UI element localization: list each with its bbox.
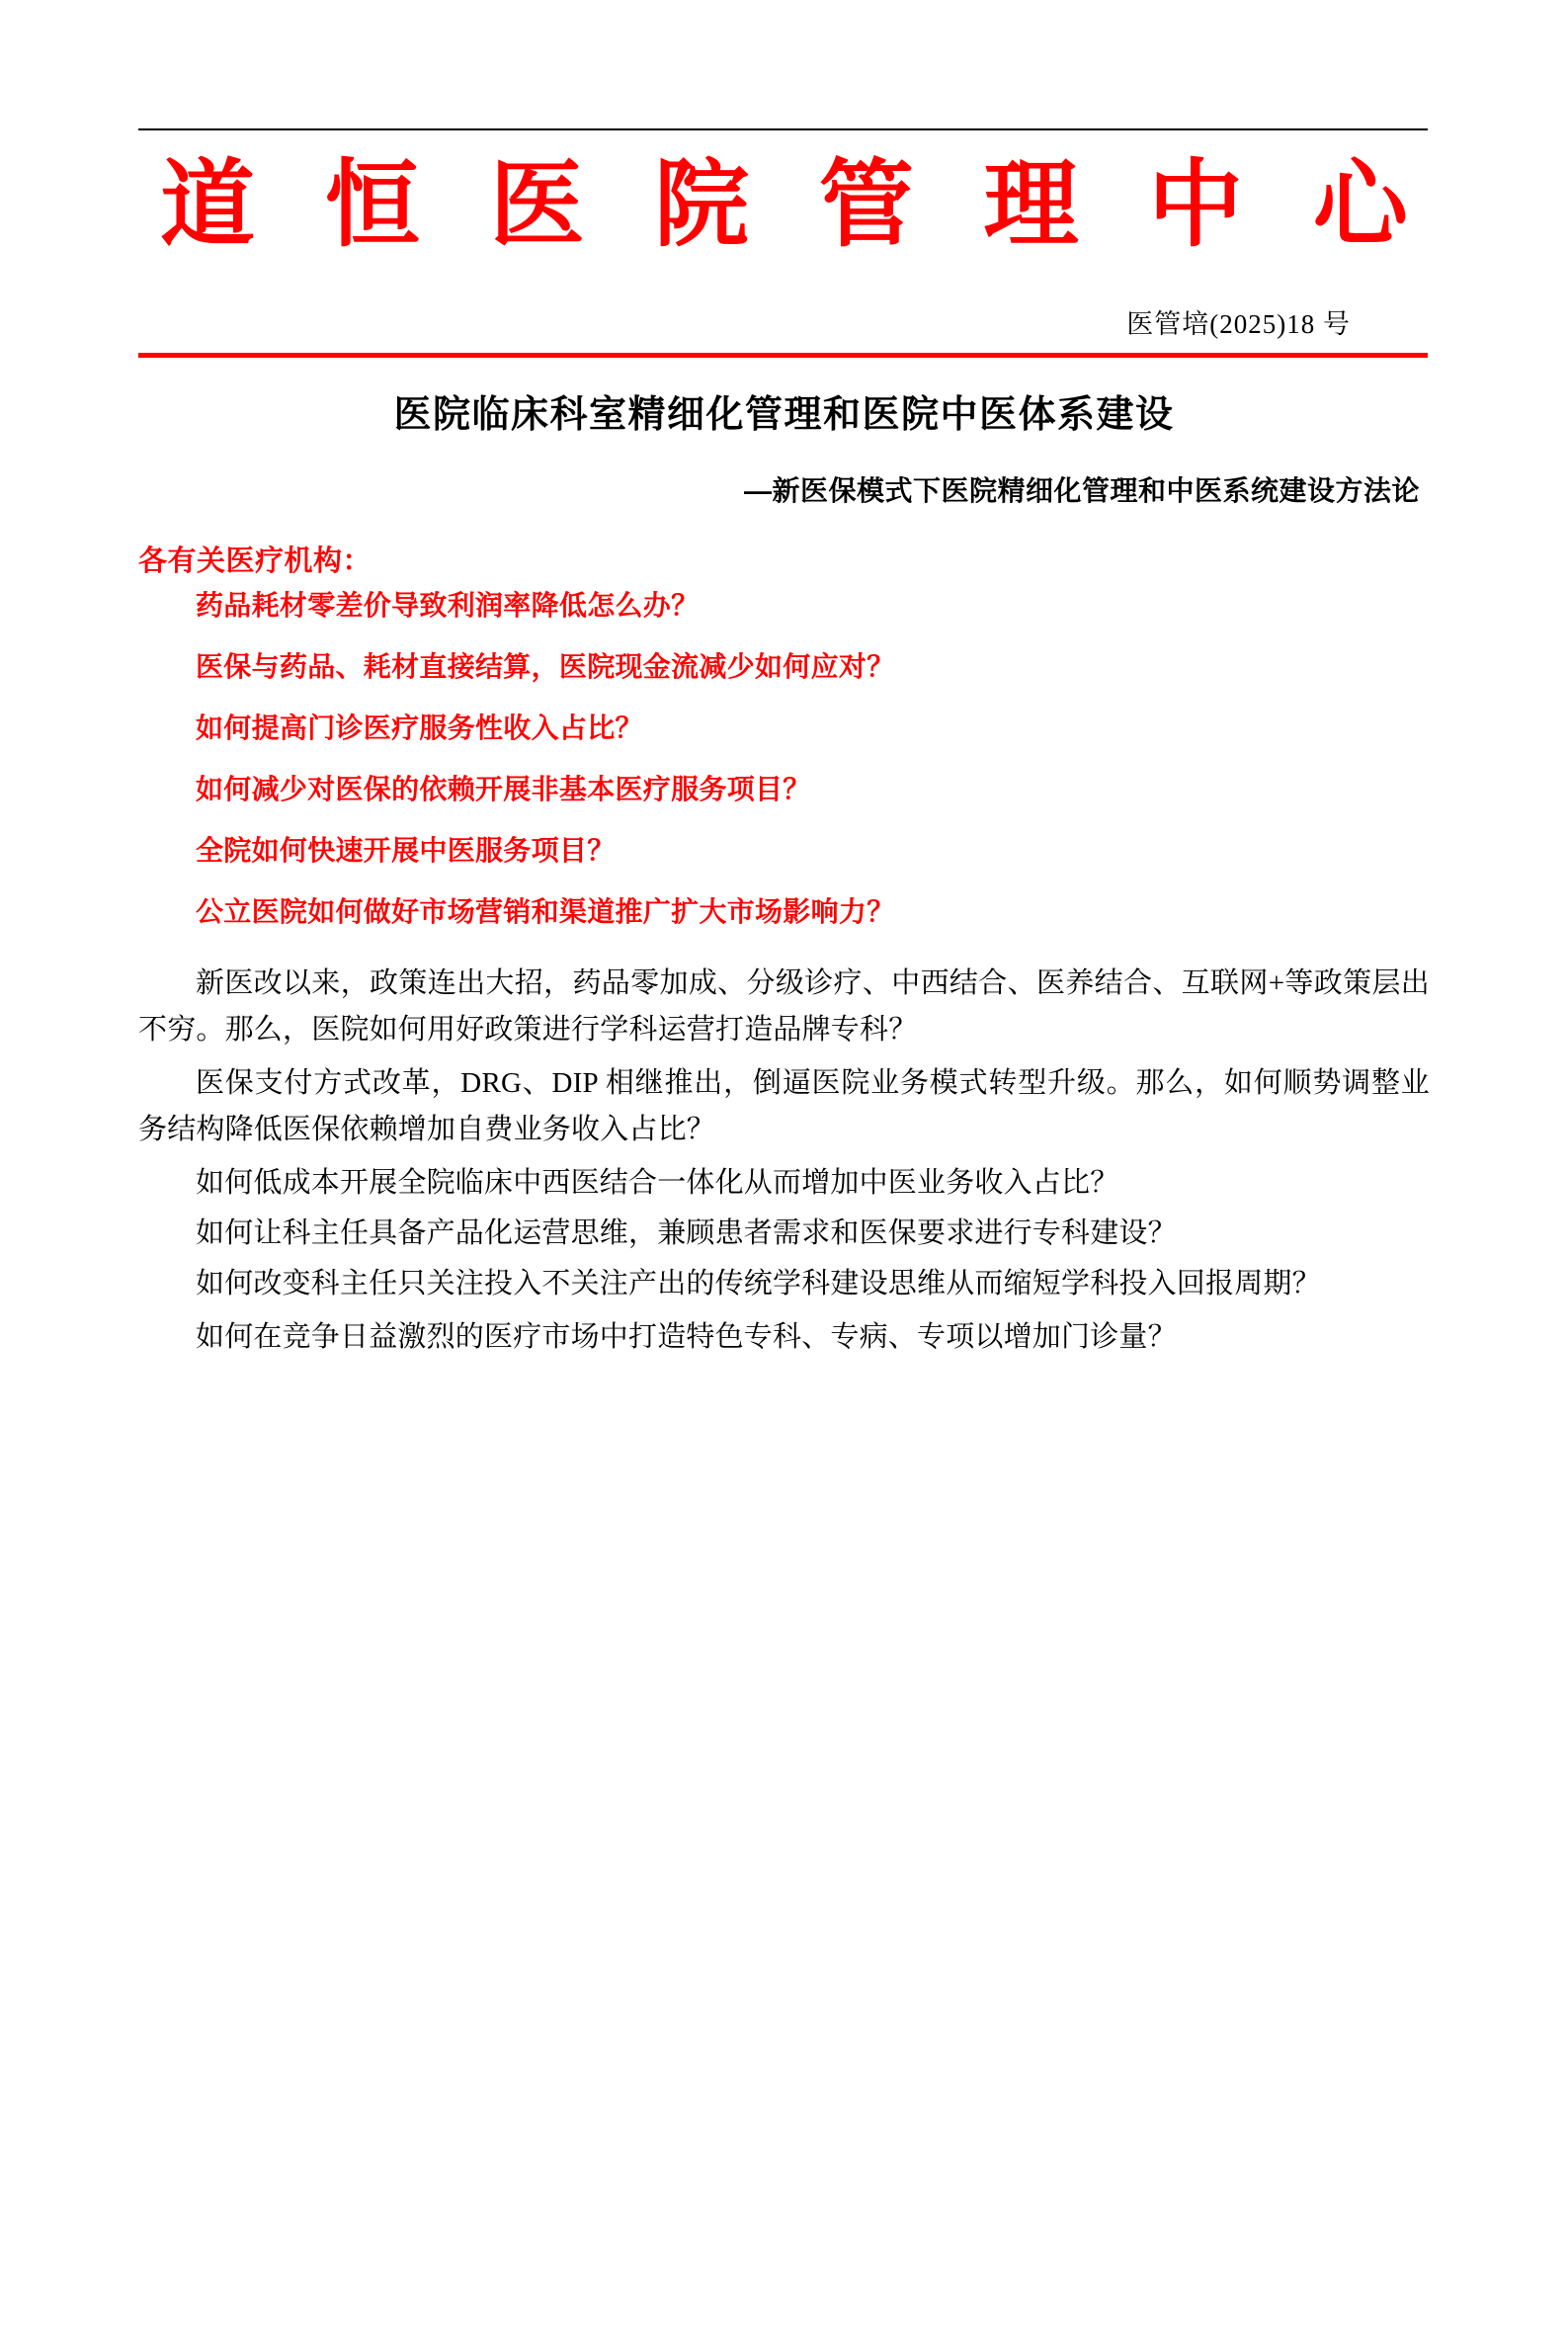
paragraph: 如何改变科主任只关注投入不关注产出的传统学科建设思维从而缩短学科投入回报周期？ bbox=[196, 1267, 1321, 1299]
page-subtitle: —新医保模式下医院精细化管理和中医系统建设方法论 bbox=[743, 474, 1420, 506]
list-item: 全院如何快速开展中医服务项目？ bbox=[196, 835, 616, 867]
paragraph: 如何在竞争日益激烈的医疗市场中打造特色专科、专病、专项以增加门诊量？ bbox=[196, 1320, 1177, 1353]
page-title: 医院临床科室精细化管理和医院中医体系建设 bbox=[393, 393, 1175, 436]
document-page bbox=[0, 128, 1568, 2347]
paragraph: 新医改以来，政策连出大招，药品零加成、分级诊疗、中西结合、医养结合、互联网+等政策层出不穷。那么，医院如何用好政策进行学科运营打造品牌专科？ bbox=[138, 966, 1430, 1046]
list-item: 医保与药品、耗材直接结算，医院现金流减少如何应对？ bbox=[196, 651, 895, 683]
list-item: 公立医院如何做好市场营销和渠道推广扩大市场影响力？ bbox=[196, 896, 895, 928]
list-item: 药品耗材零差价导致利润率降低怎么办？ bbox=[196, 590, 700, 622]
header-red-rule bbox=[138, 353, 1428, 358]
header-top-rule bbox=[138, 128, 1428, 130]
question-list bbox=[138, 590, 1430, 928]
paragraph: 医保支付方式改革，DRG、DIP 相继推出，倒逼医院业务模式转型升级。那么，如何顺势调整业务结构降低医保依赖增加自费业务收入占比？ bbox=[138, 1066, 1430, 1145]
body-paragraphs bbox=[138, 961, 1430, 1361]
list-item: 如何减少对医保的依赖开展非基本医疗服务项目？ bbox=[196, 774, 811, 805]
letterhead-organization-title: 道 恒 医 院 管 理 中 心 bbox=[160, 152, 1430, 258]
document-number: 医管培(2025)18 号 bbox=[1126, 308, 1351, 339]
salutation: 各有关医疗机构： bbox=[138, 545, 372, 577]
paragraph: 如何让科主任具备产品化运营思维，兼顾患者需求和医保要求进行专科建设？ bbox=[196, 1216, 1177, 1249]
paragraph: 如何低成本开展全院临床中西医结合一体化从而增加中医业务收入占比？ bbox=[196, 1166, 1119, 1199]
list-item: 如何提高门诊医疗服务性收入占比？ bbox=[196, 712, 643, 744]
